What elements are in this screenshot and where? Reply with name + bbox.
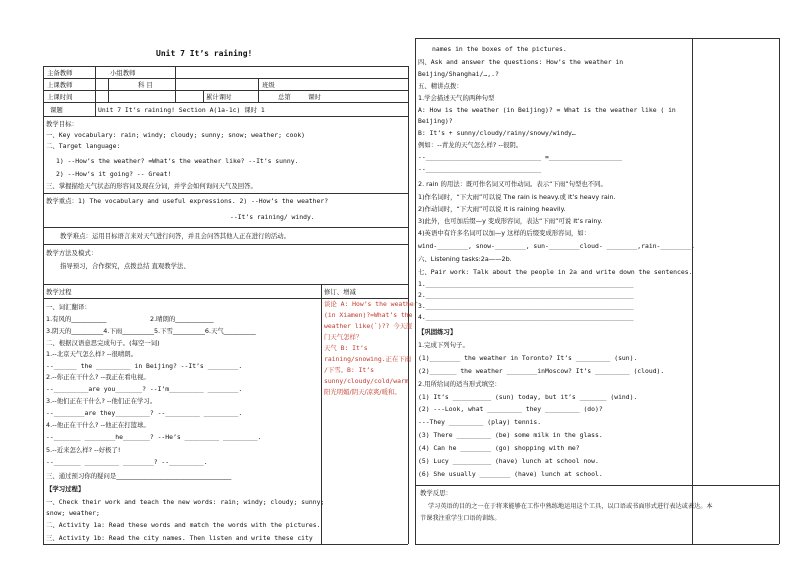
right-line: (4) Can he ________ (go) shopping with me? — [418, 444, 580, 452]
sentence-blank: --_________are you_______? --I’m_________ ________. — [46, 385, 243, 393]
sentence-item: 5.--近来怎么样? --好极了! — [46, 446, 121, 454]
right-line: (2) ---Look, what _________ they _________ (do)? — [418, 405, 603, 413]
goals-line: 2) --How’s it going? -- Great! — [56, 170, 172, 178]
process-heading: 教学过程 — [46, 288, 72, 296]
revise-note: /下雪。B: It’s — [324, 366, 374, 374]
revise-heading: 修订、增减 — [324, 288, 356, 296]
right-line: 4)英语中有许多名词可以加—y 这样的后缀变成形容词，如： — [418, 229, 591, 237]
sentence-item: 4.--他正在干什么? --他正在打篮球。 — [46, 421, 150, 429]
grade-label: 班级 — [262, 81, 275, 89]
right-line: 四、Ask and answer the questions: How’s the weather in — [418, 58, 624, 66]
reflection-text: 节课我注重学生口语的训练。 — [420, 515, 501, 522]
right-line: Beijing)? — [418, 117, 453, 125]
right-line: --______________________________ =___________________ — [418, 153, 622, 161]
right-line: B: It’s + sunny/cloudy/rainy/snowy/windy… — [418, 129, 576, 137]
answer-blank: 1.______________________________________________________ — [418, 280, 634, 288]
group-teacher-label: 小组教师 — [110, 69, 136, 77]
goals-line: 二、Target language: — [46, 142, 121, 150]
right-line: ---They _________ (play) tennis. — [418, 418, 542, 426]
exercise-heading: 二、根据汉语意思完成句子。(每空一词) — [46, 339, 160, 347]
revise-note: 门天气怎样？ — [324, 333, 363, 341]
revise-note: (in Xiamen)?=What’s the — [324, 311, 413, 319]
right-line: (3) There _________ (be) some milk in the glass. — [418, 431, 603, 439]
page-title: Unit 7 It’s raining! — [156, 49, 253, 58]
right-line: --______________________________ — [418, 165, 542, 173]
prep-teacher-label: 主备教师 — [47, 69, 73, 77]
reflection-text: 学习英语的目的之一在于将来能够在工作中熟练地运用这个工具，以口语或书面形式进行表达或表达。本 — [428, 503, 713, 510]
right-line: names in the boxes of the pictures. — [432, 45, 567, 53]
teacher-label: 上课教师 — [47, 81, 73, 89]
sentence-blank: --_______ ________he_______? --He’s _________ _________. — [46, 433, 262, 441]
right-line: 2. rain 的用法：既可作名词又可作动词。表示“下雨”句型也不同。 — [418, 180, 607, 188]
vocab-item: 3.阴天的__________4.下雨__________5.下雪__________6.天气__________ — [46, 327, 256, 335]
right-line: 例如：--青龙的天气怎么样? --很阴。 — [418, 141, 523, 149]
exercise-heading: 一、词汇翻译： — [46, 303, 91, 311]
right-line: Beijing/Shanghai/…,.? — [418, 70, 499, 78]
right-line: 3)此外，也可加后缀—y 变成形容词，表达“下雨”可说 It’s rainy. — [418, 217, 603, 225]
sentence-blank: --______ the _________ in Beijing? --It’s ________. — [46, 362, 243, 370]
vocab-item: 1.有风的___________ — [46, 315, 107, 323]
vocab-item: 2.晴朗的____________ — [150, 315, 214, 323]
time-label: 上课时间 — [47, 93, 73, 101]
right-line: 1)作名词时，“下大雨”可以说 The rain is heavy.或 It’s heavy rain. — [418, 193, 616, 201]
right-line: 1.学会描述天气的两种句型 — [418, 94, 495, 102]
right-line: 六、Listening tasks:2a——2b. — [418, 255, 512, 263]
goals-line: 1) --How’s the weather? =What’s the weather like? --It’s sunny. — [56, 157, 299, 165]
process-line: 二、Activity 1a: Read these words and match the words with the pictures. — [46, 521, 321, 529]
revise-note: 阳光明媚/阴天/凉爽/暖和。 — [324, 388, 401, 396]
practice-heading: 【巩固练习】 — [418, 328, 457, 336]
exercise-heading: 三、通过预习你的疑问是____________________________________ — [46, 472, 232, 480]
sentence-item: 3.--他们正在干什么? --他们正在学习。 — [46, 397, 157, 405]
key-points-line: 教学重点：1) The vocabulary and useful expressions. 2) --How’s the weather? — [46, 197, 329, 205]
methods-body: 指导预习，合作探究，点拨总结 直观教学法、 — [60, 262, 190, 270]
period-label: 课时 — [308, 93, 321, 101]
right-line: 2)作动词时，“下大雨”可以说 It is raining heavily. — [418, 205, 566, 213]
revise-note: 谈论 A: How’s the weather — [324, 300, 418, 308]
revise-note: weather like(`)?? 今天厦 — [324, 322, 413, 330]
week-label: 总第 — [278, 93, 291, 101]
sentence-blank: --________are they_________? --_________ _________. — [46, 409, 243, 417]
right-line: 2.用所给词的适当形式填空： — [418, 380, 501, 388]
total-hours-label: 累计课时 — [206, 93, 232, 101]
right-line: 1.完成下列句子。 — [418, 341, 469, 349]
revise-note: sunny/cloudy/cold/warm — [324, 377, 409, 385]
revise-note: raining/snowing.正在下雨 — [324, 355, 412, 363]
process-line: snow; weather; — [46, 509, 100, 517]
process-line: 一、Check their work and teach the new words: rain; windy; cloudy; sunny; — [46, 498, 325, 506]
topic-value: Unit 7 It’s raining! Section A(1a-1c) 课时 1 — [98, 106, 265, 114]
sentence-item: 2.--你正在干什么? --我正在看电视。 — [46, 373, 150, 381]
process-line: 三、Activity 1b: Read the city names. Then listen and write these city — [46, 534, 313, 542]
study-process-heading: 【学习过程】 — [46, 485, 85, 493]
answer-blank: 3.______________________________________________________ — [418, 302, 634, 310]
answer-blank: 2.______________________________________________________ — [418, 291, 634, 299]
right-line: 七、Pair work: Talk about the people in 2a and write down the sentences. — [418, 268, 693, 276]
right-heading: 五、精讲点拨： — [418, 82, 463, 90]
right-line: (1) It’s __________ (sun) today, but it’s _______ (wind). — [418, 393, 638, 401]
right-line: A: How is the weather (in Beijing)? = What is the weather like ( in — [418, 106, 676, 114]
goals-heading: 教学目标： — [46, 120, 78, 128]
right-line: wind-________, snow-________, sun-________cloud- ________,rain-________. — [418, 242, 696, 250]
right-line: (6) She usually ________ (have) lunch at school. — [418, 470, 603, 478]
goals-line: 一、Key vocabulary: rain; windy; cloudy; sunny; snow; weather; cook) — [46, 131, 306, 139]
right-line: (5) Lucy __________ (have) lunch at school now. — [418, 457, 599, 465]
sentence-blank: --_______ _________ ________? --_________. — [46, 458, 208, 466]
subject-label: 科 目 — [138, 81, 153, 89]
right-line: (1)________ the weather in Toronto? It’s _________ (sun). — [418, 354, 638, 362]
key-points-line: --It’s raining/ windy. — [230, 213, 315, 221]
answer-blank: 4.______________________________________________________ — [418, 313, 634, 321]
methods-heading: 教学方法及模式： — [46, 249, 98, 257]
reflection-heading: 教学反思： — [420, 489, 452, 497]
revise-note: 天气 B: It’s — [324, 344, 368, 352]
topic-label: 课题 — [50, 106, 63, 114]
sentence-item: 1.--北京天气怎么样? --很晴朗。 — [46, 350, 138, 358]
difficulty-line: 教学难点：运用目标语言来对天气进行问答，并且会问答其他人正在进行的活动。 — [60, 232, 291, 240]
right-line: (2)_______ the weather ________inMoscow? It’s _________ (cloud). — [418, 367, 665, 375]
goals-line: 三、掌握描绘天气状态的形容词及现在分词，并学会如何询问天气及回答。 — [46, 182, 257, 190]
